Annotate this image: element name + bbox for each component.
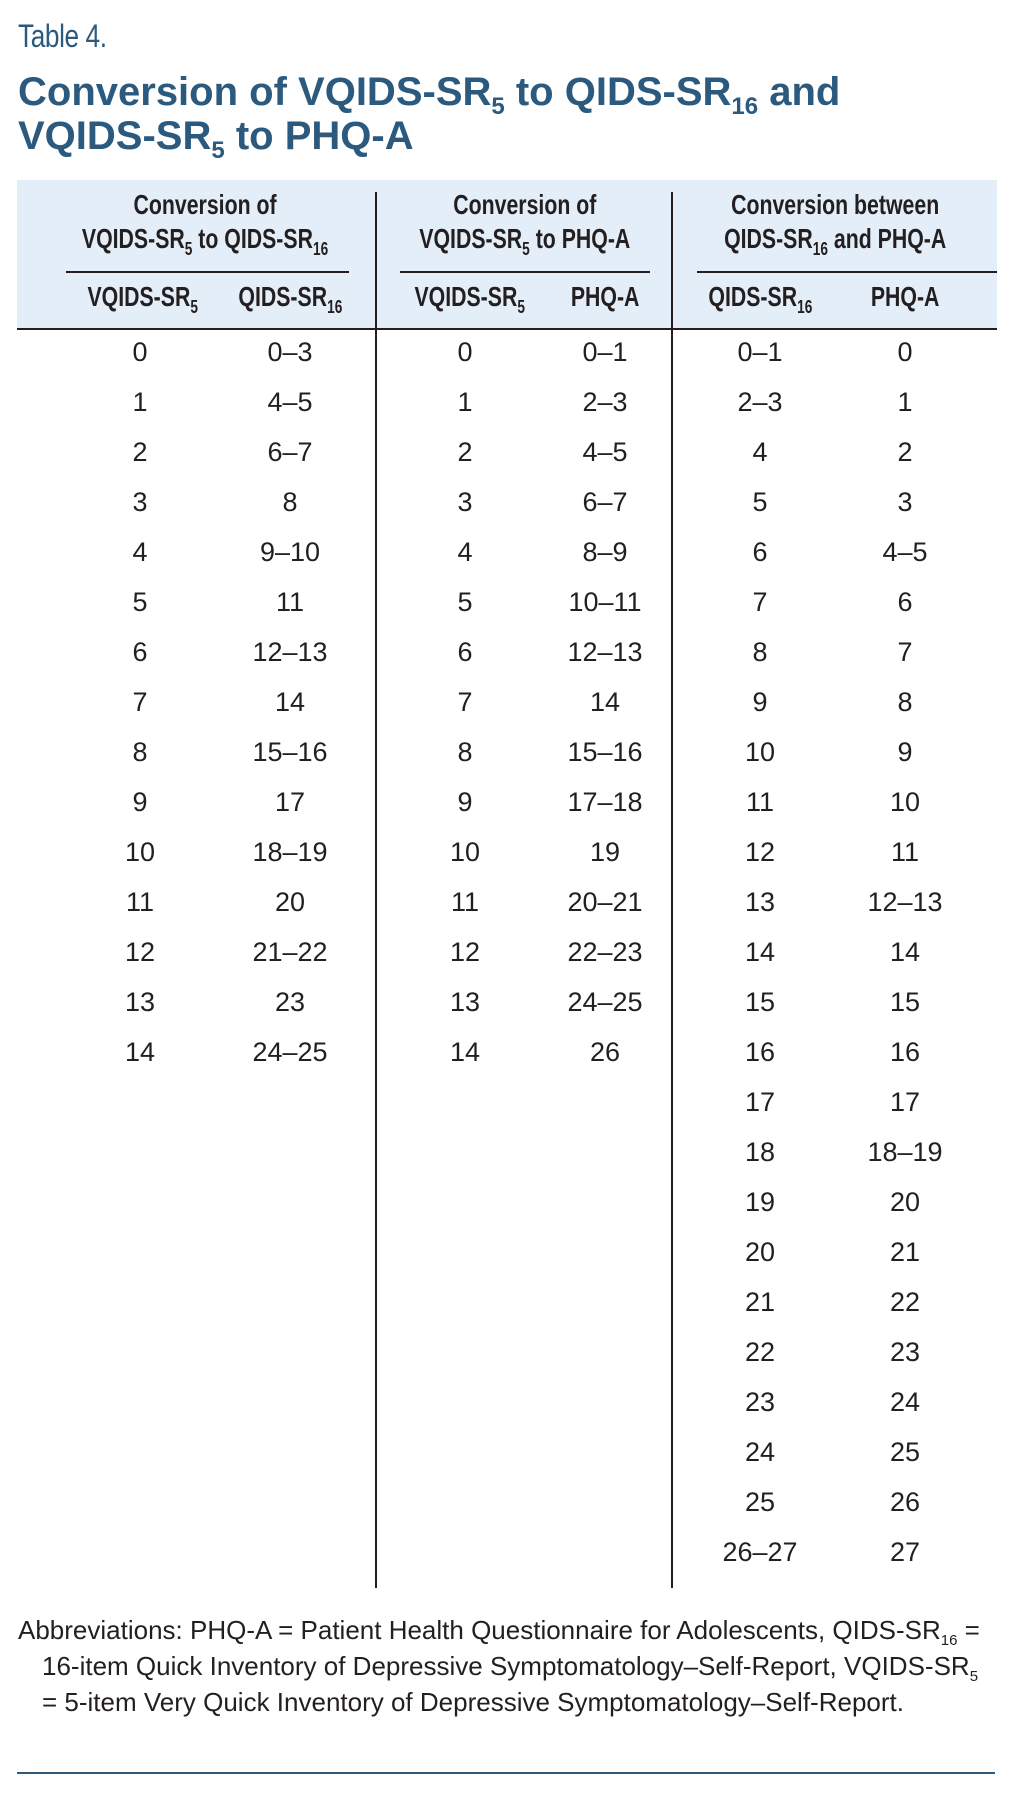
table3-cell: 9 <box>897 737 913 767</box>
table1-cell: 13 <box>124 987 156 1017</box>
bottom-rule <box>17 1772 995 1774</box>
table1-cell: 6 <box>132 637 148 667</box>
table3-cell: 12 <box>744 837 776 867</box>
table1-cell: 6–7 <box>267 437 313 467</box>
table3-cell: 15 <box>889 987 921 1017</box>
table1-cell: 15–16 <box>252 737 328 767</box>
abbreviations-footnote: Abbreviations: PHQ-A = Patient Health Questionnaire for Adolescents, QIDS-$SR_{16}$ = 16-item Quick Inventory of Depressive Symptomatology–Self-Report, VQIDS-$SR_5$ = 5-item Very Quick Inventory of Depressive Symptomatology–Self-Report. <box>18 1615 980 1717</box>
table3-cell: 15 <box>744 987 776 1017</box>
table2-cell: 5 <box>457 587 473 617</box>
table3-cell: 16 <box>744 1037 776 1067</box>
table1-cell: 11 <box>275 587 305 617</box>
table1-cell: 14 <box>124 1037 156 1067</box>
table3-cell: 26–27 <box>722 1537 798 1567</box>
col-header-phqa-2: PHQ-A <box>570 281 640 312</box>
table3-cell: 26 <box>889 1487 921 1517</box>
table3-cell: 3 <box>897 487 913 517</box>
table1-cell: 20 <box>274 887 306 917</box>
table3-cell: 0 <box>897 337 913 367</box>
table1-cell: 2 <box>132 437 148 467</box>
table3-cell: 6 <box>752 537 768 567</box>
group-rule-3 <box>697 271 997 273</box>
table3-cell: 18–19 <box>867 1137 943 1167</box>
table2-cell: 20–21 <box>567 887 643 917</box>
table3-cell: 11 <box>745 787 775 817</box>
table3-cell: 5 <box>752 487 768 517</box>
table3-cell: 25 <box>744 1487 776 1517</box>
table3-cell: 17 <box>744 1087 776 1117</box>
table3-cell: 12–13 <box>867 887 943 917</box>
table3-cell: 23 <box>744 1387 776 1417</box>
table1-cell: 0–3 <box>267 337 313 367</box>
table2-cell: 14 <box>449 1037 481 1067</box>
table2-cell: 4–5 <box>582 437 628 467</box>
table3-cell: 20 <box>744 1237 776 1267</box>
table3-cell: 10 <box>744 737 776 767</box>
group-header-qids-phqa: Conversion between QIDS-$SR_{16}$ and PHQ-A <box>723 189 947 259</box>
table1-cell: 8 <box>282 487 298 517</box>
table3-cell: 4–5 <box>882 537 928 567</box>
table-title: Conversion of VQIDS-$SR_5$ to QIDS-$SR_{16}$ and VQIDS-$SR_5$ to PHQ-A <box>18 70 841 164</box>
table3-cell: 20 <box>889 1187 921 1217</box>
table3-cell: 7 <box>752 587 768 617</box>
table2-cell: 6–7 <box>582 487 628 517</box>
table3-cell: 14 <box>744 937 776 967</box>
table3-cell: 11 <box>890 837 920 867</box>
table2-cell: 17–18 <box>567 787 643 817</box>
table2-cell: 7 <box>457 687 473 717</box>
table3-cell: 25 <box>889 1437 921 1467</box>
col-header-phqa-3: PHQ-A <box>870 281 940 312</box>
table2-cell: 4 <box>457 537 473 567</box>
table3-cell: 22 <box>744 1337 776 1367</box>
table2-cell: 22–23 <box>567 937 643 967</box>
table3-cell: 1 <box>897 387 913 417</box>
table3-cell: 16 <box>889 1037 921 1067</box>
table1-cell: 23 <box>274 987 306 1017</box>
group-header-vqids-to-phqa: Conversion of VQIDS-$SR_5$ to PHQ-A <box>419 189 631 259</box>
table1-cell: 0 <box>132 337 148 367</box>
table1-cell: 4–5 <box>267 387 313 417</box>
table2-cell: 12–13 <box>567 637 643 667</box>
table3-cell: 21 <box>744 1287 776 1317</box>
table1-cell: 9 <box>132 787 148 817</box>
header-bottom-rule <box>17 328 997 330</box>
table2-cell: 15–16 <box>567 737 643 767</box>
table2-cell: 3 <box>457 487 473 517</box>
table3-cell: 24 <box>744 1437 776 1467</box>
table3-cell: 13 <box>744 887 776 917</box>
table1-cell: 7 <box>132 687 148 717</box>
table3-cell: 21 <box>889 1237 921 1267</box>
table2-cell: 19 <box>589 837 621 867</box>
table2-cell: 11 <box>450 887 480 917</box>
group-header-vqids-to-qids: Conversion of VQIDS-$SR_5$ to QIDS-$SR_{16}$ <box>81 189 329 259</box>
table1-cell: 9–10 <box>259 537 321 567</box>
table2-cell: 10 <box>449 837 481 867</box>
table3-cell: 6 <box>897 587 913 617</box>
col-header-qids-1: QIDS-$SR_{16}$ <box>238 281 342 317</box>
table2-cell: 8 <box>457 737 473 767</box>
table3-cell: 24 <box>889 1387 921 1417</box>
col-header-vqids-2: VQIDS-$SR_5$ <box>414 281 526 317</box>
table3-cell: 14 <box>889 937 921 967</box>
table1-cell: 12–13 <box>252 637 328 667</box>
table2-cell: 13 <box>449 987 481 1017</box>
table2-cell: 1 <box>457 387 473 417</box>
table3-cell: 2–3 <box>737 387 783 417</box>
table2-cell: 12 <box>449 937 481 967</box>
table3-cell: 18 <box>744 1137 776 1167</box>
table1-cell: 12 <box>124 937 156 967</box>
table1-cell: 14 <box>274 687 306 717</box>
table3-cell: 7 <box>897 637 913 667</box>
table1-cell: 5 <box>132 587 148 617</box>
table-label: Table 4. <box>18 18 107 54</box>
table1-cell: 4 <box>132 537 148 567</box>
table1-cell: 11 <box>125 887 155 917</box>
table3-cell: 19 <box>744 1187 776 1217</box>
table3-cell: 9 <box>752 687 768 717</box>
table2-cell: 10–11 <box>568 587 642 617</box>
table2-cell: 8–9 <box>582 537 628 567</box>
col-header-qids-3: QIDS-$SR_{16}$ <box>708 281 812 317</box>
table2-cell: 2 <box>457 437 473 467</box>
table3-cell: 0–1 <box>737 337 783 367</box>
table1-cell: 21–22 <box>252 937 328 967</box>
table3-cell: 17 <box>889 1087 921 1117</box>
table3-cell: 10 <box>889 787 921 817</box>
table2-cell: 14 <box>589 687 621 717</box>
column-separator-1 <box>375 192 377 1588</box>
table1-cell: 17 <box>274 787 306 817</box>
table3-cell: 27 <box>889 1537 921 1567</box>
table1-cell: 8 <box>132 737 148 767</box>
table3-cell: 22 <box>889 1287 921 1317</box>
table2-cell: 9 <box>457 787 473 817</box>
table1-cell: 18–19 <box>252 837 328 867</box>
table2-cell: 24–25 <box>567 987 643 1017</box>
table2-cell: 0–1 <box>582 337 628 367</box>
table1-cell: 10 <box>124 837 156 867</box>
group-rule-1 <box>66 271 349 273</box>
table3-cell: 23 <box>889 1337 921 1367</box>
table1-cell: 3 <box>132 487 148 517</box>
table2-cell: 2–3 <box>582 387 628 417</box>
table3-cell: 2 <box>897 437 913 467</box>
table3-cell: 4 <box>752 437 768 467</box>
group-rule-2 <box>400 271 650 273</box>
table1-cell: 24–25 <box>252 1037 328 1067</box>
table2-cell: 0 <box>457 337 473 367</box>
col-header-vqids-1: VQIDS-$SR_5$ <box>87 281 199 317</box>
table2-cell: 26 <box>589 1037 621 1067</box>
table2-cell: 6 <box>457 637 473 667</box>
table3-cell: 8 <box>897 687 913 717</box>
table3-cell: 8 <box>752 637 768 667</box>
table1-cell: 1 <box>132 387 148 417</box>
